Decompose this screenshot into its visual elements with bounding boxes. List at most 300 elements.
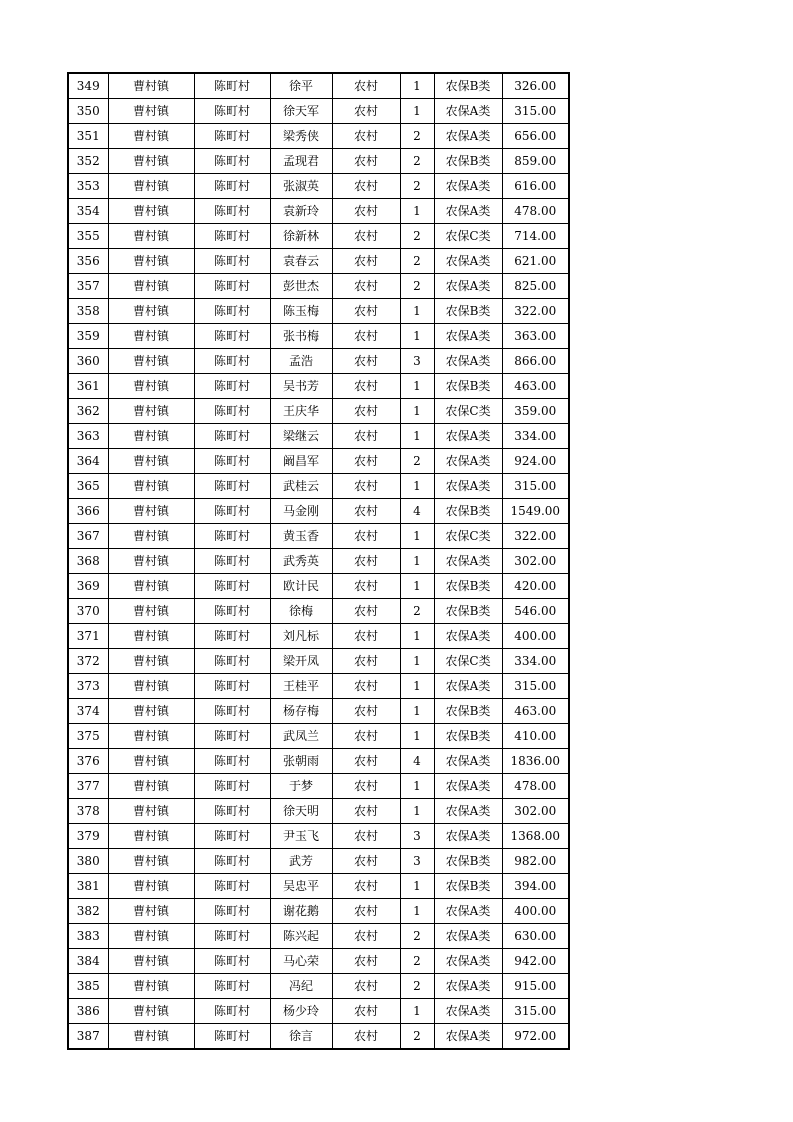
amount-cell: 630.00 bbox=[502, 924, 569, 949]
village-cell: 陈町村 bbox=[194, 549, 270, 574]
household-type-cell: 农村 bbox=[332, 849, 400, 874]
insurance-category-cell: 农保B类 bbox=[434, 374, 502, 399]
amount-cell: 546.00 bbox=[502, 599, 569, 624]
table-row bbox=[68, 824, 569, 849]
table-row bbox=[68, 874, 569, 899]
amount-cell: 621.00 bbox=[502, 249, 569, 274]
amount-cell: 924.00 bbox=[502, 449, 569, 474]
amount-cell: 866.00 bbox=[502, 349, 569, 374]
household-type-cell: 农村 bbox=[332, 73, 400, 99]
town-cell: 曹村镇 bbox=[108, 749, 194, 774]
table-row bbox=[68, 899, 569, 924]
amount-cell: 915.00 bbox=[502, 974, 569, 999]
town-cell: 曹村镇 bbox=[108, 174, 194, 199]
row-number-cell: 352 bbox=[68, 149, 108, 174]
row-number-cell: 376 bbox=[68, 749, 108, 774]
table-row bbox=[68, 499, 569, 524]
household-type-cell: 农村 bbox=[332, 399, 400, 424]
insurance-category-cell: 农保A类 bbox=[434, 274, 502, 299]
town-cell: 曹村镇 bbox=[108, 299, 194, 324]
insurance-category-cell: 农保A类 bbox=[434, 349, 502, 374]
member-count-cell: 1 bbox=[400, 624, 434, 649]
town-cell: 曹村镇 bbox=[108, 674, 194, 699]
person-name-cell: 王桂平 bbox=[270, 674, 332, 699]
insurance-category-cell: 农保A类 bbox=[434, 974, 502, 999]
member-count-cell: 1 bbox=[400, 674, 434, 699]
household-type-cell: 农村 bbox=[332, 199, 400, 224]
member-count-cell: 1 bbox=[400, 299, 434, 324]
village-cell: 陈町村 bbox=[194, 149, 270, 174]
member-count-cell: 2 bbox=[400, 124, 434, 149]
member-count-cell: 1 bbox=[400, 724, 434, 749]
household-type-cell: 农村 bbox=[332, 274, 400, 299]
member-count-cell: 2 bbox=[400, 599, 434, 624]
person-name-cell: 孟现君 bbox=[270, 149, 332, 174]
member-count-cell: 1 bbox=[400, 699, 434, 724]
amount-cell: 326.00 bbox=[502, 73, 569, 99]
amount-cell: 616.00 bbox=[502, 174, 569, 199]
insurance-category-cell: 农保A类 bbox=[434, 674, 502, 699]
household-type-cell: 农村 bbox=[332, 424, 400, 449]
row-number-cell: 358 bbox=[68, 299, 108, 324]
insurance-category-cell: 农保B类 bbox=[434, 299, 502, 324]
town-cell: 曹村镇 bbox=[108, 624, 194, 649]
table-row bbox=[68, 799, 569, 824]
member-count-cell: 4 bbox=[400, 499, 434, 524]
row-number-cell: 359 bbox=[68, 324, 108, 349]
table-row bbox=[68, 399, 569, 424]
row-number-cell: 370 bbox=[68, 599, 108, 624]
person-name-cell: 张朝雨 bbox=[270, 749, 332, 774]
household-type-cell: 农村 bbox=[332, 499, 400, 524]
row-number-cell: 383 bbox=[68, 924, 108, 949]
person-name-cell: 欧计民 bbox=[270, 574, 332, 599]
person-name-cell: 武秀英 bbox=[270, 549, 332, 574]
amount-cell: 322.00 bbox=[502, 524, 569, 549]
insurance-category-cell: 农保A类 bbox=[434, 824, 502, 849]
village-cell: 陈町村 bbox=[194, 599, 270, 624]
insurance-category-cell: 农保C类 bbox=[434, 649, 502, 674]
town-cell: 曹村镇 bbox=[108, 699, 194, 724]
insurance-category-cell: 农保B类 bbox=[434, 499, 502, 524]
insurance-category-cell: 农保B类 bbox=[434, 849, 502, 874]
person-name-cell: 武凤兰 bbox=[270, 724, 332, 749]
household-type-cell: 农村 bbox=[332, 899, 400, 924]
village-cell: 陈町村 bbox=[194, 499, 270, 524]
village-cell: 陈町村 bbox=[194, 724, 270, 749]
insurance-category-cell: 农保A类 bbox=[434, 924, 502, 949]
table-row bbox=[68, 549, 569, 574]
person-name-cell: 杨少玲 bbox=[270, 999, 332, 1024]
table-row bbox=[68, 474, 569, 499]
table-row bbox=[68, 449, 569, 474]
village-cell: 陈町村 bbox=[194, 849, 270, 874]
table-body bbox=[68, 73, 569, 1049]
insurance-category-cell: 农保B类 bbox=[434, 73, 502, 99]
household-type-cell: 农村 bbox=[332, 324, 400, 349]
row-number-cell: 351 bbox=[68, 124, 108, 149]
table-row bbox=[68, 574, 569, 599]
member-count-cell: 1 bbox=[400, 524, 434, 549]
insurance-category-cell: 农保B类 bbox=[434, 874, 502, 899]
person-name-cell: 梁继云 bbox=[270, 424, 332, 449]
town-cell: 曹村镇 bbox=[108, 849, 194, 874]
village-cell: 陈町村 bbox=[194, 524, 270, 549]
village-cell: 陈町村 bbox=[194, 574, 270, 599]
table-row bbox=[68, 349, 569, 374]
household-type-cell: 农村 bbox=[332, 724, 400, 749]
person-name-cell: 马心荣 bbox=[270, 949, 332, 974]
town-cell: 曹村镇 bbox=[108, 349, 194, 374]
row-number-cell: 361 bbox=[68, 374, 108, 399]
insurance-category-cell: 农保A类 bbox=[434, 99, 502, 124]
insurance-category-cell: 农保C类 bbox=[434, 399, 502, 424]
row-number-cell: 364 bbox=[68, 449, 108, 474]
household-type-cell: 农村 bbox=[332, 174, 400, 199]
town-cell: 曹村镇 bbox=[108, 924, 194, 949]
member-count-cell: 2 bbox=[400, 1024, 434, 1050]
table-row bbox=[68, 73, 569, 99]
household-type-cell: 农村 bbox=[332, 699, 400, 724]
amount-cell: 359.00 bbox=[502, 399, 569, 424]
household-type-cell: 农村 bbox=[332, 574, 400, 599]
amount-cell: 972.00 bbox=[502, 1024, 569, 1050]
amount-cell: 1549.00 bbox=[502, 499, 569, 524]
table-row bbox=[68, 699, 569, 724]
village-cell: 陈町村 bbox=[194, 624, 270, 649]
town-cell: 曹村镇 bbox=[108, 324, 194, 349]
household-type-cell: 农村 bbox=[332, 224, 400, 249]
insurance-category-cell: 农保A类 bbox=[434, 174, 502, 199]
amount-cell: 478.00 bbox=[502, 774, 569, 799]
village-cell: 陈町村 bbox=[194, 174, 270, 199]
person-name-cell: 袁新玲 bbox=[270, 199, 332, 224]
member-count-cell: 1 bbox=[400, 474, 434, 499]
amount-cell: 982.00 bbox=[502, 849, 569, 874]
insurance-category-cell: 农保A类 bbox=[434, 999, 502, 1024]
household-type-cell: 农村 bbox=[332, 449, 400, 474]
amount-cell: 1836.00 bbox=[502, 749, 569, 774]
member-count-cell: 1 bbox=[400, 574, 434, 599]
row-number-cell: 377 bbox=[68, 774, 108, 799]
insurance-category-cell: 农保A类 bbox=[434, 899, 502, 924]
table-row bbox=[68, 199, 569, 224]
row-number-cell: 385 bbox=[68, 974, 108, 999]
table-row bbox=[68, 649, 569, 674]
row-number-cell: 367 bbox=[68, 524, 108, 549]
table-row bbox=[68, 274, 569, 299]
member-count-cell: 1 bbox=[400, 424, 434, 449]
insurance-category-cell: 农保A类 bbox=[434, 249, 502, 274]
household-type-cell: 农村 bbox=[332, 924, 400, 949]
village-cell: 陈町村 bbox=[194, 824, 270, 849]
village-cell: 陈町村 bbox=[194, 424, 270, 449]
table-row bbox=[68, 249, 569, 274]
insurance-category-cell: 农保B类 bbox=[434, 699, 502, 724]
member-count-cell: 1 bbox=[400, 874, 434, 899]
town-cell: 曹村镇 bbox=[108, 724, 194, 749]
insurance-category-cell: 农保A类 bbox=[434, 449, 502, 474]
insurance-category-cell: 农保A类 bbox=[434, 749, 502, 774]
table-row bbox=[68, 999, 569, 1024]
member-count-cell: 3 bbox=[400, 849, 434, 874]
amount-cell: 463.00 bbox=[502, 699, 569, 724]
row-number-cell: 353 bbox=[68, 174, 108, 199]
table-row bbox=[68, 1024, 569, 1050]
member-count-cell: 1 bbox=[400, 899, 434, 924]
person-name-cell: 袁春云 bbox=[270, 249, 332, 274]
table-row bbox=[68, 974, 569, 999]
village-cell: 陈町村 bbox=[194, 399, 270, 424]
table-row bbox=[68, 924, 569, 949]
row-number-cell: 380 bbox=[68, 849, 108, 874]
member-count-cell: 1 bbox=[400, 999, 434, 1024]
insurance-category-cell: 农保B类 bbox=[434, 149, 502, 174]
household-type-cell: 农村 bbox=[332, 249, 400, 274]
member-count-cell: 2 bbox=[400, 149, 434, 174]
person-name-cell: 马金刚 bbox=[270, 499, 332, 524]
table-row bbox=[68, 224, 569, 249]
household-type-cell: 农村 bbox=[332, 649, 400, 674]
person-name-cell: 徐言 bbox=[270, 1024, 332, 1050]
household-type-cell: 农村 bbox=[332, 149, 400, 174]
amount-cell: 942.00 bbox=[502, 949, 569, 974]
amount-cell: 400.00 bbox=[502, 899, 569, 924]
member-count-cell: 1 bbox=[400, 99, 434, 124]
member-count-cell: 4 bbox=[400, 749, 434, 774]
town-cell: 曹村镇 bbox=[108, 474, 194, 499]
household-type-cell: 农村 bbox=[332, 799, 400, 824]
town-cell: 曹村镇 bbox=[108, 399, 194, 424]
town-cell: 曹村镇 bbox=[108, 124, 194, 149]
insurance-category-cell: 农保A类 bbox=[434, 199, 502, 224]
household-type-cell: 农村 bbox=[332, 474, 400, 499]
table-row bbox=[68, 149, 569, 174]
table-row bbox=[68, 624, 569, 649]
person-name-cell: 陈玉梅 bbox=[270, 299, 332, 324]
member-count-cell: 2 bbox=[400, 249, 434, 274]
village-cell: 陈町村 bbox=[194, 649, 270, 674]
row-number-cell: 378 bbox=[68, 799, 108, 824]
village-cell: 陈町村 bbox=[194, 224, 270, 249]
town-cell: 曹村镇 bbox=[108, 599, 194, 624]
insurance-category-cell: 农保A类 bbox=[434, 774, 502, 799]
row-number-cell: 363 bbox=[68, 424, 108, 449]
town-cell: 曹村镇 bbox=[108, 149, 194, 174]
table-row bbox=[68, 949, 569, 974]
household-type-cell: 农村 bbox=[332, 949, 400, 974]
village-cell: 陈町村 bbox=[194, 749, 270, 774]
row-number-cell: 371 bbox=[68, 624, 108, 649]
household-type-cell: 农村 bbox=[332, 774, 400, 799]
household-type-cell: 农村 bbox=[332, 1024, 400, 1050]
member-count-cell: 1 bbox=[400, 799, 434, 824]
row-number-cell: 360 bbox=[68, 349, 108, 374]
row-number-cell: 374 bbox=[68, 699, 108, 724]
row-number-cell: 384 bbox=[68, 949, 108, 974]
insurance-category-cell: 农保A类 bbox=[434, 324, 502, 349]
person-name-cell: 谢花鹅 bbox=[270, 899, 332, 924]
household-type-cell: 农村 bbox=[332, 999, 400, 1024]
town-cell: 曹村镇 bbox=[108, 524, 194, 549]
person-name-cell: 张淑英 bbox=[270, 174, 332, 199]
amount-cell: 825.00 bbox=[502, 274, 569, 299]
household-type-cell: 农村 bbox=[332, 299, 400, 324]
town-cell: 曹村镇 bbox=[108, 899, 194, 924]
amount-cell: 656.00 bbox=[502, 124, 569, 149]
row-number-cell: 349 bbox=[68, 73, 108, 99]
row-number-cell: 379 bbox=[68, 824, 108, 849]
village-cell: 陈町村 bbox=[194, 899, 270, 924]
table-row bbox=[68, 424, 569, 449]
amount-cell: 859.00 bbox=[502, 149, 569, 174]
village-cell: 陈町村 bbox=[194, 449, 270, 474]
person-name-cell: 张书梅 bbox=[270, 324, 332, 349]
town-cell: 曹村镇 bbox=[108, 1024, 194, 1050]
town-cell: 曹村镇 bbox=[108, 424, 194, 449]
row-number-cell: 372 bbox=[68, 649, 108, 674]
table-row bbox=[68, 299, 569, 324]
village-cell: 陈町村 bbox=[194, 274, 270, 299]
member-count-cell: 1 bbox=[400, 199, 434, 224]
town-cell: 曹村镇 bbox=[108, 649, 194, 674]
person-name-cell: 武芳 bbox=[270, 849, 332, 874]
village-cell: 陈町村 bbox=[194, 474, 270, 499]
insurance-category-cell: 农保A类 bbox=[434, 549, 502, 574]
member-count-cell: 2 bbox=[400, 949, 434, 974]
row-number-cell: 356 bbox=[68, 249, 108, 274]
row-number-cell: 369 bbox=[68, 574, 108, 599]
amount-cell: 315.00 bbox=[502, 99, 569, 124]
amount-cell: 315.00 bbox=[502, 999, 569, 1024]
town-cell: 曹村镇 bbox=[108, 249, 194, 274]
village-cell: 陈町村 bbox=[194, 1024, 270, 1050]
member-count-cell: 1 bbox=[400, 549, 434, 574]
household-type-cell: 农村 bbox=[332, 674, 400, 699]
village-cell: 陈町村 bbox=[194, 774, 270, 799]
amount-cell: 410.00 bbox=[502, 724, 569, 749]
amount-cell: 478.00 bbox=[502, 199, 569, 224]
town-cell: 曹村镇 bbox=[108, 224, 194, 249]
member-count-cell: 2 bbox=[400, 974, 434, 999]
household-type-cell: 农村 bbox=[332, 349, 400, 374]
table-row bbox=[68, 374, 569, 399]
table-row bbox=[68, 849, 569, 874]
person-name-cell: 王庆华 bbox=[270, 399, 332, 424]
village-cell: 陈町村 bbox=[194, 999, 270, 1024]
insurance-category-cell: 农保A类 bbox=[434, 799, 502, 824]
household-type-cell: 农村 bbox=[332, 874, 400, 899]
person-name-cell: 尹玉飞 bbox=[270, 824, 332, 849]
household-type-cell: 农村 bbox=[332, 524, 400, 549]
person-name-cell: 武桂云 bbox=[270, 474, 332, 499]
amount-cell: 420.00 bbox=[502, 574, 569, 599]
amount-cell: 1368.00 bbox=[502, 824, 569, 849]
row-number-cell: 362 bbox=[68, 399, 108, 424]
member-count-cell: 2 bbox=[400, 224, 434, 249]
amount-cell: 302.00 bbox=[502, 799, 569, 824]
member-count-cell: 3 bbox=[400, 824, 434, 849]
town-cell: 曹村镇 bbox=[108, 999, 194, 1024]
amount-cell: 315.00 bbox=[502, 474, 569, 499]
person-name-cell: 徐天明 bbox=[270, 799, 332, 824]
member-count-cell: 2 bbox=[400, 174, 434, 199]
insurance-category-cell: 农保B类 bbox=[434, 724, 502, 749]
table-row bbox=[68, 124, 569, 149]
amount-cell: 400.00 bbox=[502, 624, 569, 649]
village-cell: 陈町村 bbox=[194, 199, 270, 224]
insurance-category-cell: 农保A类 bbox=[434, 124, 502, 149]
row-number-cell: 373 bbox=[68, 674, 108, 699]
village-cell: 陈町村 bbox=[194, 799, 270, 824]
member-count-cell: 3 bbox=[400, 349, 434, 374]
row-number-cell: 354 bbox=[68, 199, 108, 224]
insurance-category-cell: 农保B类 bbox=[434, 574, 502, 599]
person-name-cell: 刘凡标 bbox=[270, 624, 332, 649]
member-count-cell: 1 bbox=[400, 73, 434, 99]
household-type-cell: 农村 bbox=[332, 99, 400, 124]
village-cell: 陈町村 bbox=[194, 124, 270, 149]
person-name-cell: 杨存梅 bbox=[270, 699, 332, 724]
person-name-cell: 陈兴起 bbox=[270, 924, 332, 949]
town-cell: 曹村镇 bbox=[108, 549, 194, 574]
village-cell: 陈町村 bbox=[194, 949, 270, 974]
household-type-cell: 农村 bbox=[332, 749, 400, 774]
insurance-category-cell: 农保B类 bbox=[434, 599, 502, 624]
table-row bbox=[68, 599, 569, 624]
village-cell: 陈町村 bbox=[194, 324, 270, 349]
row-number-cell: 375 bbox=[68, 724, 108, 749]
table-row bbox=[68, 524, 569, 549]
person-name-cell: 梁秀侠 bbox=[270, 124, 332, 149]
row-number-cell: 355 bbox=[68, 224, 108, 249]
amount-cell: 322.00 bbox=[502, 299, 569, 324]
person-name-cell: 徐新林 bbox=[270, 224, 332, 249]
table-row bbox=[68, 99, 569, 124]
household-type-cell: 农村 bbox=[332, 824, 400, 849]
amount-cell: 714.00 bbox=[502, 224, 569, 249]
amount-cell: 302.00 bbox=[502, 549, 569, 574]
village-cell: 陈町村 bbox=[194, 874, 270, 899]
member-count-cell: 1 bbox=[400, 399, 434, 424]
row-number-cell: 368 bbox=[68, 549, 108, 574]
town-cell: 曹村镇 bbox=[108, 374, 194, 399]
table-row bbox=[68, 724, 569, 749]
person-name-cell: 孟浩 bbox=[270, 349, 332, 374]
member-count-cell: 1 bbox=[400, 374, 434, 399]
table-row bbox=[68, 324, 569, 349]
row-number-cell: 357 bbox=[68, 274, 108, 299]
person-name-cell: 吴书芳 bbox=[270, 374, 332, 399]
row-number-cell: 365 bbox=[68, 474, 108, 499]
insurance-category-cell: 农保A类 bbox=[434, 474, 502, 499]
town-cell: 曹村镇 bbox=[108, 774, 194, 799]
row-number-cell: 381 bbox=[68, 874, 108, 899]
town-cell: 曹村镇 bbox=[108, 499, 194, 524]
town-cell: 曹村镇 bbox=[108, 73, 194, 99]
town-cell: 曹村镇 bbox=[108, 449, 194, 474]
person-name-cell: 徐天军 bbox=[270, 99, 332, 124]
person-name-cell: 阚昌军 bbox=[270, 449, 332, 474]
village-cell: 陈町村 bbox=[194, 674, 270, 699]
row-number-cell: 387 bbox=[68, 1024, 108, 1050]
row-number-cell: 366 bbox=[68, 499, 108, 524]
amount-cell: 463.00 bbox=[502, 374, 569, 399]
insurance-category-cell: 农保A类 bbox=[434, 424, 502, 449]
member-count-cell: 1 bbox=[400, 649, 434, 674]
table-row bbox=[68, 774, 569, 799]
household-type-cell: 农村 bbox=[332, 549, 400, 574]
